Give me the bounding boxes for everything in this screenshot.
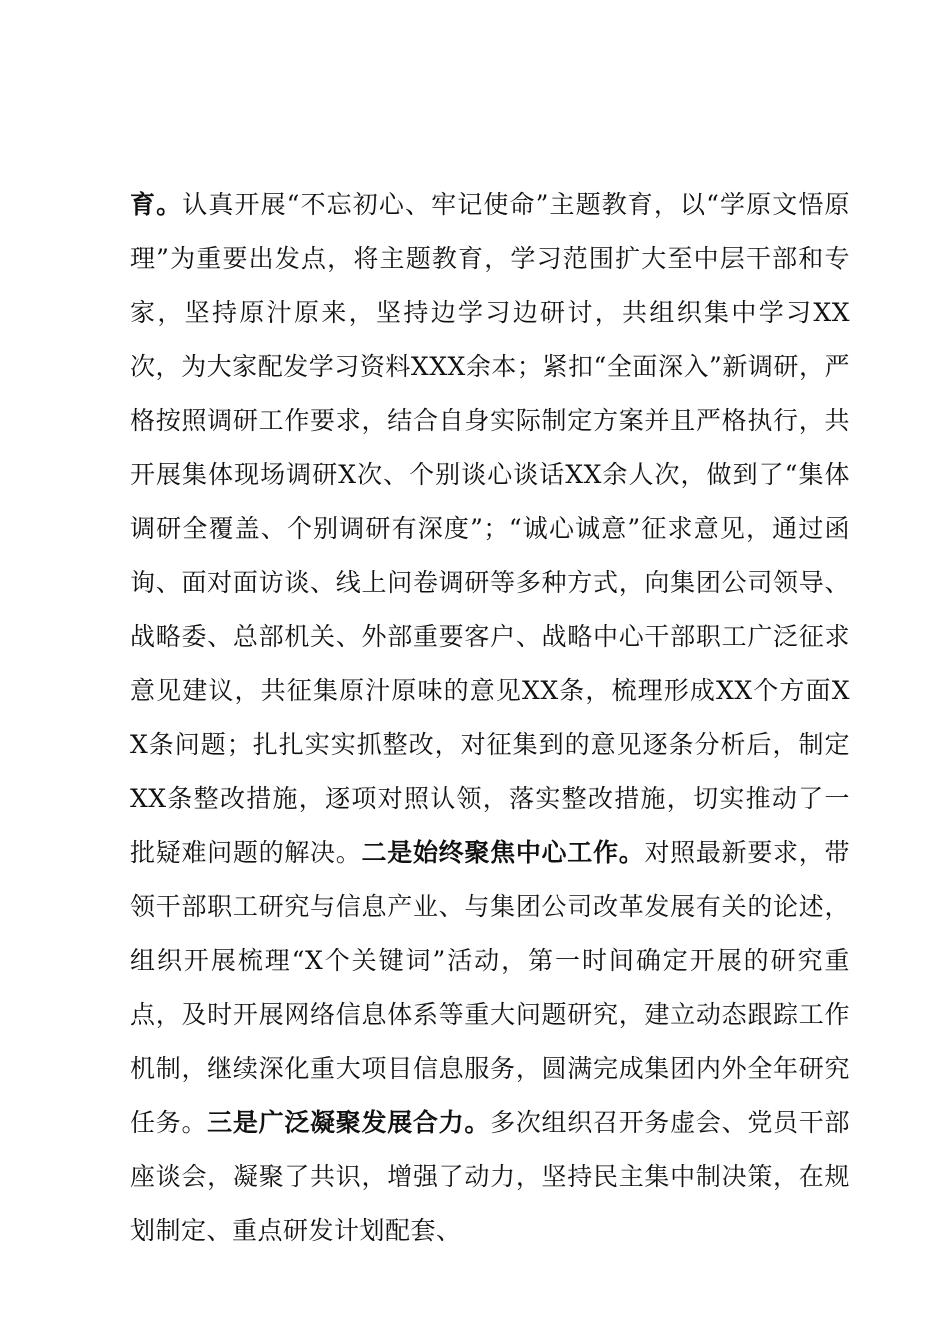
text-run-1: 认真开展“不忘初心、牢记使命”主题教育，以“学原文悟原理”为重要出发点，将主题教育，学习范围扩大至中层干部和专家，坚持原汁原来，坚持边学习边研讨，共组织集中学习XX次，为大家配发学习资料XXX余本；紧扣“全面深入”新调研，严格按照调研工作要求，结合自身实际制定方案并且严格执行，共开展集体现场调研X次、个别谈心谈话XX余人次，做到了“集体调研全覆盖、个别调研有深度”；“诚心诚意”征求意见，通过函询、面对面访谈、线上问卷调研等多种方式，向集团公司领导、战略委、总部机关、外部重要客户、战略中心干部职工广泛征求意见建议，共征集原汁原味的意见XX条，梳理形成XX个方面XX条问题；扎扎实实抓整改，对征集到的意见逐条分析后，制定XX条整改措施，逐项对照认领，落实整改措施，切实推动了一批疑难问题的解决。 (130, 190, 850, 867)
bold-run-2: 二是始终聚焦中心工作。 (361, 838, 645, 867)
bold-run-3: 三是广泛凝聚发展合力。 (207, 1108, 491, 1137)
text-run-2: 对照最新要求，带领干部职工研究与信息产业、与集团公司改革发展有关的论述，组织开展梳理“X个关键词”活动，第一时间确定开展的研究重点，及时开展网络信息体系等重大问题研究，建立动态跟踪工作机制，继续深化重大项目信息服务，圆满完成集团内外全年研究任务。 (130, 838, 850, 1137)
body-paragraph (130, 178, 850, 1258)
text-run-3: 多次组织召开务虚会、党员干部座谈会，凝聚了共识，增强了动力，坚持民主集中制决策，在规划制定、重点研发计划配套、 (130, 1108, 850, 1245)
bold-run-1: 育。 (130, 190, 183, 219)
